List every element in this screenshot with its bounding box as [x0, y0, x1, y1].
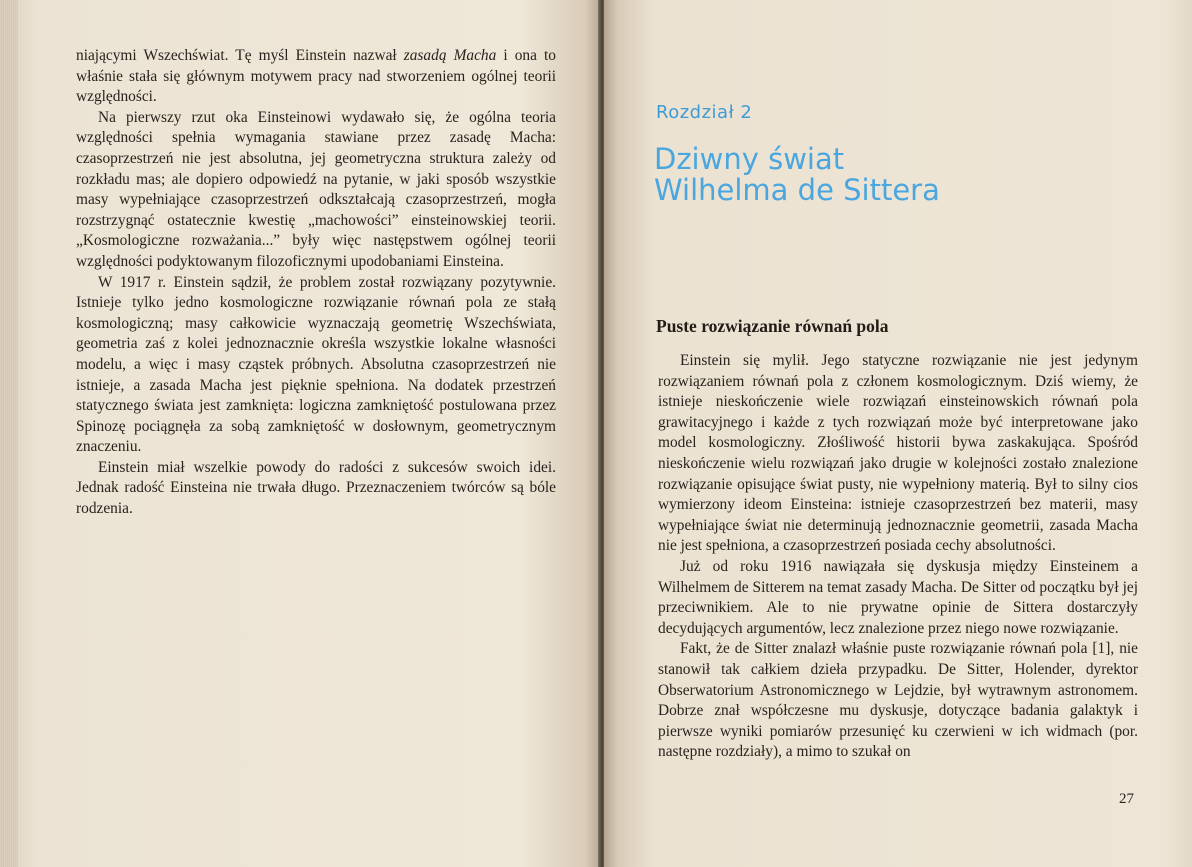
paragraph	[76, 458, 556, 520]
page-number: 27	[1119, 791, 1134, 807]
text-run: niającymi Wszechświat. Tę myśl Einstein nazwał	[76, 47, 404, 64]
chapter-title-line-2: Wilhelma de Sittera	[654, 173, 940, 207]
text-run: Fakt, że de Sitter znalazł właśnie puste rozwiązanie równań pola [1], nie stanowił tak całkiem dzieła przypadku. De Sitter, Holender, dyrektor Obserwatorium Astronomicznego w Lejdzie, był wytrawnym astronomem. Dobrze znał współczesne mu dyskusje, dotyczące badania galaktyk i pierwsze wyniki pomiarów przesunięć ku czerwieni w ich widmach (por. następne rozdziały), a mimo to szukał on	[658, 640, 1138, 761]
paragraph	[658, 557, 1138, 639]
paragraph	[76, 273, 556, 458]
paragraph	[658, 351, 1138, 557]
chapter-title	[654, 144, 1134, 206]
right-page-text	[658, 351, 1138, 763]
paragraph	[658, 639, 1138, 763]
text-run: Einstein miał wszelkie powody do radości z sukcesów swoich idei. Jednak radość Einsteina nie trwała długo. Przeznaczeniem twórców są bóle rodzenia.	[76, 458, 556, 518]
paragraph	[76, 108, 556, 273]
text-run: Na pierwszy rzut oka Einsteinowi wydawało się, że ogólna teoria względności spełnia wymagania stawiane przez zasadę Macha: czasoprzestrzeń nie jest absolutna, jej geometryczna struktura zależy od rozkładu mas; ale dopiero odpowiedź na pytanie, w jaki sposób wszystkie masy wypełniające czasoprzestrzeń odkształcają czasoprzestrzeń, mogła rozstrzygnąć ostatecznie kwestię „machowości” einsteinowskiej teorii. „Kosmologiczne rozważania...” były więc następstwem ogólnej teorii względności podyktowanym filozoficznymi upodobaniami Einsteina.	[76, 108, 556, 270]
text-run: i ona to właśnie stała się głównym motywem pracy nad stworzeniem ogólnej teorii względności.	[76, 47, 556, 106]
text-run: Einstein się mylił. Jego statyczne rozwiązanie nie jest jedynym rozwiązaniem równań pola z członem kosmologicznym. Dziś wiemy, że istnieje nieskończenie wiele rozwiązań einsteinowskich równań pola grawitacyjnego i każde z tych rozwiązań może być interpretowane jako model kosmologiczny. Złośliwość historii bywa zaskakująca. Spośród nieskończenie wielu rozwiązań jako drugie w kolejności zostało znalezione rozwiązanie opisujące świat pusty, nie wypełniony materią. Był to silny cios wymierzony ideom Einsteina: istnieje czasoprzestrzeń bez materii, masy wypełniające świat nie determinują jednoznacznie geometrii, zasada Macha nie jest spełniona, a czasoprzestrzeń posiada cechy absolutności.	[658, 352, 1138, 555]
page-edge-stack	[0, 0, 18, 867]
text-run: W 1917 r. Einstein sądził, że problem został rozwiązany pozytywnie. Istnieje tylko jedno kosmologiczne rozwiązanie równań pola ze stałą kosmologiczną; masy całkowicie wyznaczają geometrię Wszechświata, geometria zaś z kolei jednoznacznie określa wszystkie lokalne własności modelu, a więc i masy cząstek próbnych. Absolutna czasoprzestrzeń nie istnieje, a zasada Macha jest pięknie spełniona. Na dodatek przestrzeń statycznego świata jest zamknięta: logiczna zamkniętość postulowana przez Spinozę pociągnęła za sobą zamkniętość w dosłownym, geometrycznym znaczeniu.	[76, 273, 556, 456]
left-page-text	[76, 46, 556, 520]
chapter-label: Rozdział 2	[656, 102, 753, 123]
chapter-title-line-1: Dziwny świat	[654, 142, 845, 176]
paragraph	[76, 46, 556, 108]
section-heading: Puste rozwiązanie równań pola	[656, 316, 889, 336]
text-run: Już od roku 1916 nawiązała się dyskusja między Einsteinem a Wilhelmem de Sitterem na temat zasady Macha. De Sitter od początku był jej przeciwnikiem. Ale to nie prywatne opinie de Sittera dostarczyły decydujących argumentów, lecz znalezione przez niego nowe rozwiązanie.	[658, 557, 1138, 637]
italic-text: zasadą Macha	[403, 47, 497, 64]
